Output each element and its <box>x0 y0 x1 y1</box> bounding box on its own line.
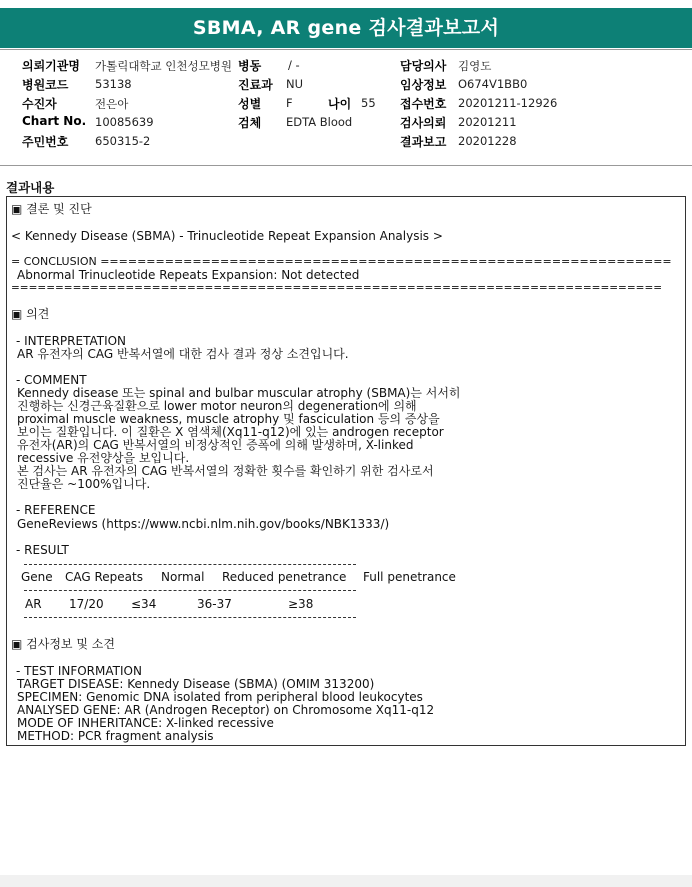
report-title: SBMA, AR gene 검사결과보고서 <box>0 8 692 48</box>
age-label: 나이 <box>328 97 352 111</box>
doctor-label: 담당의사 <box>400 59 447 73</box>
section-testinfo-title: ▣ 검사정보 및 소견 <box>11 637 115 651</box>
sex-label: 성별 <box>238 97 262 111</box>
clinical-info-value: O674V1BB0 <box>458 77 528 91</box>
institution-value: 가톨릭대학교 인천성모병원 <box>95 59 232 73</box>
chart-no-value: 10085639 <box>95 115 154 129</box>
table-cell-full: ≥38 <box>288 597 314 611</box>
page-footer-band <box>0 875 692 887</box>
table-cell-reduced: 36-37 <box>197 597 232 611</box>
results-label: 결과내용 <box>6 180 55 195</box>
section-opinion-title: ▣ 의견 <box>11 307 50 321</box>
clinical-info-label: 임상정보 <box>400 78 447 92</box>
specimen-label: 검체 <box>238 116 262 130</box>
report-date-value: 20201228 <box>458 134 517 148</box>
testinfo-line: MODE OF INHERITANCE: X-linked recessive <box>17 716 274 730</box>
hospital-code-label: 병원코드 <box>22 78 69 92</box>
interpretation-text: AR 유전자의 CAG 반복서열에 대한 검사 결과 정상 소견입니다. <box>17 347 349 361</box>
resident-no-label: 주민번호 <box>22 135 69 149</box>
age-value: 55 <box>361 96 376 110</box>
reference-title: - REFERENCE <box>16 503 96 517</box>
interpretation-title: - INTERPRETATION <box>16 334 127 348</box>
institution-label: 의뢰기관명 <box>22 59 80 73</box>
comment-line: 유전자(AR)의 CAG 반복서열의 비정상적인 증폭에 의해 발생하며, X-linked <box>17 438 414 452</box>
table-cell-cag: 17/20 <box>69 597 104 611</box>
testinfo-line: SPECIMEN: Genomic DNA isolated from peripheral blood leukocytes <box>17 690 423 704</box>
conclusion-text: Abnormal Trinucleotide Repeats Expansion: Not detected <box>17 268 360 282</box>
request-date-value: 20201211 <box>458 115 517 129</box>
testinfo-line: TARGET DISEASE: Kennedy Disease (SBMA) (OMIM 313200) <box>17 677 375 691</box>
comment-line: 보이는 질환입니다. 이 질환은 X 염색체(Xq11-q12)에 있는 androgen receptor <box>17 425 444 439</box>
comment-line: Kennedy disease 또는 spinal and bulbar muscular atrophy (SBMA)는 서서히 <box>17 386 461 400</box>
table-divider <box>24 617 356 618</box>
sex-value: F <box>286 96 293 110</box>
testinfo-title: - TEST INFORMATION <box>16 664 142 678</box>
table-header-full: Full penetrance <box>363 570 456 584</box>
ward-label: 병동 <box>238 59 262 73</box>
comment-line: 진행하는 신경근육질환으로 lower motor neuron의 degeneration에 의해 <box>17 399 417 413</box>
reception-no-label: 접수번호 <box>400 97 447 111</box>
patient-label: 수진자 <box>22 97 57 111</box>
dept-label: 진료과 <box>238 78 273 92</box>
table-header-gene: Gene <box>21 570 53 584</box>
ward-value: / - <box>288 58 300 72</box>
comment-line: recessive 유전양상을 보입니다. <box>17 451 190 465</box>
testinfo-line: METHOD: PCR fragment analysis <box>17 729 214 743</box>
conclusion-header: = CONCLUSION ============================================================== <box>11 255 672 268</box>
results-box <box>6 196 686 746</box>
comment-line: 본 검사는 AR 유전자의 CAG 반복서열의 정확한 횟수를 확인하기 위한 검사로서 <box>17 464 434 478</box>
specimen-value: EDTA Blood <box>286 115 353 129</box>
table-cell-gene: AR <box>25 597 42 611</box>
table-cell-normal: ≤34 <box>131 597 157 611</box>
conclusion-footer: ========================================================================== <box>11 282 663 294</box>
report-date-label: 결과보고 <box>400 135 447 149</box>
hospital-code-value: 53138 <box>95 77 132 91</box>
table-divider <box>24 590 356 591</box>
comment-line: proximal muscle weakness, muscle atrophy 및 fasciculation 등의 증상을 <box>17 412 440 426</box>
table-header-reduced: Reduced penetrance <box>222 570 347 584</box>
table-header-normal: Normal <box>161 570 205 584</box>
report-header <box>0 49 692 166</box>
section-conclusion-title: ▣ 결론 및 진단 <box>11 202 92 216</box>
request-date-label: 검사의뢰 <box>400 116 447 130</box>
doctor-value: 김영도 <box>458 59 492 73</box>
patient-value: 전은아 <box>95 97 129 111</box>
dept-value: NU <box>286 77 304 91</box>
reference-text: GeneReviews (https://www.ncbi.nlm.nih.gov/books/NBK1333/) <box>17 517 390 531</box>
table-divider <box>24 564 356 565</box>
testinfo-line: ANALYSED GENE: AR (Androgen Receptor) on Chromosome Xq11-q12 <box>17 703 435 717</box>
comment-line: 진단율은 ~100%입니다. <box>17 477 151 491</box>
table-header-cag: CAG Repeats <box>65 570 143 584</box>
comment-title: - COMMENT <box>16 373 87 387</box>
result-title: - RESULT <box>16 543 69 557</box>
chart-no-label: Chart No. <box>22 114 87 128</box>
analysis-title: < Kennedy Disease (SBMA) - Trinucleotide Repeat Expansion Analysis > <box>11 229 443 243</box>
resident-no-value: 650315-2 <box>95 134 151 148</box>
reception-no-value: 20201211-12926 <box>458 96 558 110</box>
